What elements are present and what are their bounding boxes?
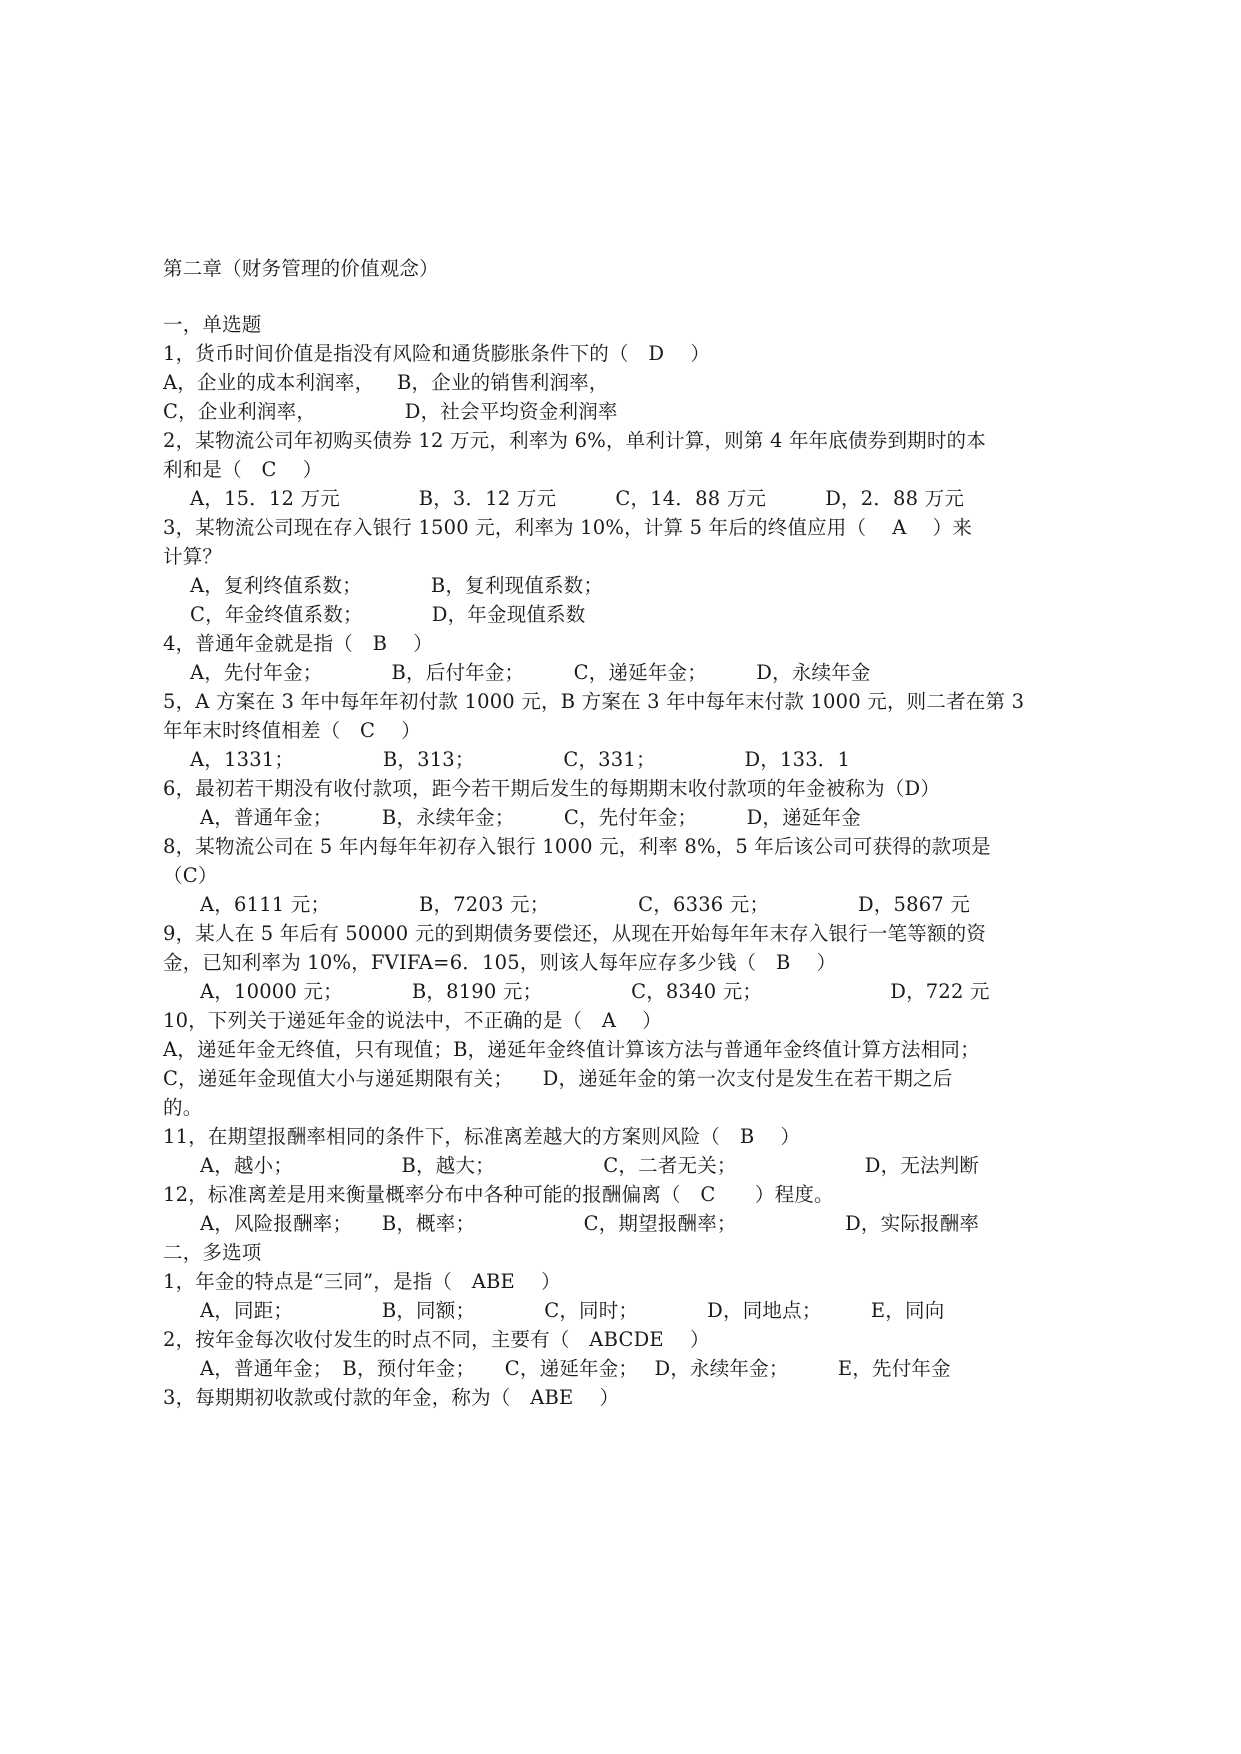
section-heading-single-choice: 一，单选题	[163, 313, 262, 336]
question-2-line-1: 2，某物流公司年初购买债券 12 万元，利率为 6%，单利计算，则第 4 年年底债券到期时的本	[163, 429, 986, 452]
question-9-options: A，10000 元； B，8190 元； C，8340 元； D，722 元	[200, 980, 990, 1003]
question-12-options: A，风险报酬率； B，概率； C，期望报酬率； D，实际报酬率	[200, 1212, 980, 1235]
question-10: 10，下列关于递延年金的说法中，不正确的是（ A ）	[163, 1009, 662, 1032]
question-8-line-2: （C）	[163, 864, 218, 887]
question-3-line-2: 计算？	[163, 545, 223, 568]
question-9-line-2: 金，已知利率为 10%，FVIFA=6．105，则该人每年应存多少钱（ B ）	[163, 951, 837, 974]
question-8-options: A，6111 元； B，7203 元； C，6336 元； D，5867 元	[200, 893, 971, 916]
question-5-line-2: 年年末时终值相差（ C ）	[163, 719, 421, 742]
question-1-options-cd: C，企业利润率， D，社会平均资金利润率	[163, 400, 618, 423]
question-8-line-1: 8，某物流公司在 5 年内每年年初存入银行 1000 元，利率 8%，5 年后该公司可获得的款项是	[163, 835, 991, 858]
question-10-options-continued: 的。	[163, 1096, 203, 1119]
question-10-options-ab: A，递延年金无终值，只有现值；B，递延年金终值计算该方法与普通年金终值计算方法相同；	[163, 1038, 980, 1061]
chapter-title: 第二章（财务管理的价值观念）	[163, 257, 439, 280]
multi-question-1-options: A，同距； B，同额； C，同时； D，同地点； E，同向	[200, 1299, 945, 1322]
multi-question-2: 2，按年金每次收付发生的时点不同，主要有（ ABCDE ）	[163, 1328, 710, 1351]
question-10-options-cd: C，递延年金现值大小与递延期限有关； D，递延年金的第一次支付是发生在若干期之后	[163, 1067, 953, 1090]
question-11-options: A，越小； B，越大； C，二者无关； D，无法判断	[200, 1154, 980, 1177]
question-4: 4，普通年金就是指（ B ）	[163, 632, 433, 655]
question-5-options: A，1331； B，313； C，331； D，133．1	[190, 748, 851, 771]
question-3-line-1: 3，某物流公司现在存入银行 1500 元，利率为 10%，计算 5 年后的终值应用（ A ）来	[163, 516, 973, 539]
question-9-line-1: 9，某人在 5 年后有 50000 元的到期债务要偿还，从现在开始每年年末存入银行一笔等额的资	[163, 922, 987, 945]
question-1: 1，货币时间价值是指没有风险和通货膨胀条件下的（ D ）	[163, 342, 711, 365]
question-3-options-ab: A，复利终值系数； B，复利现值系数；	[190, 574, 604, 597]
multi-question-3: 3，每期期初收款或付款的年金，称为（ ABE ）	[163, 1386, 620, 1409]
multi-question-1: 1，年金的特点是“三同”，是指（ ABE ）	[163, 1270, 561, 1293]
question-2-line-2: 利和是（ C ）	[163, 458, 323, 481]
question-2-options: A，15．12 万元 B，3．12 万元 C，14．88 万元 D，2．88 万元	[190, 487, 965, 510]
section-heading-multi-choice: 二，多选项	[163, 1241, 262, 1264]
multi-question-2-options: A，普通年金； B，预付年金； C，递延年金； D，永续年金； E，先付年金	[200, 1357, 951, 1380]
question-5-line-1: 5，A 方案在 3 年中每年年初付款 1000 元，B 方案在 3 年中每年末付款 1000 元，则二者在第 3	[163, 690, 1025, 713]
question-1-options-ab: A，企业的成本利润率， B，企业的销售利润率，	[163, 371, 609, 394]
question-12: 12，标准离差是用来衡量概率分布中各种可能的报酬偏离（ C ）程度。	[163, 1183, 834, 1206]
question-3-options-cd: C，年金终值系数； D，年金现值系数	[190, 603, 586, 626]
question-4-options: A，先付年金； B，后付年金； C，递延年金； D，永续年金	[190, 661, 871, 684]
question-6-options: A，普通年金； B，永续年金； C，先付年金； D，递延年金	[200, 806, 861, 829]
question-11: 11，在期望报酬率相同的条件下，标准离差越大的方案则风险（ B ）	[163, 1125, 801, 1148]
question-6: 6，最初若干期没有收付款项，距今若干期后发生的每期期末收付款项的年金被称为（D）	[163, 777, 941, 800]
